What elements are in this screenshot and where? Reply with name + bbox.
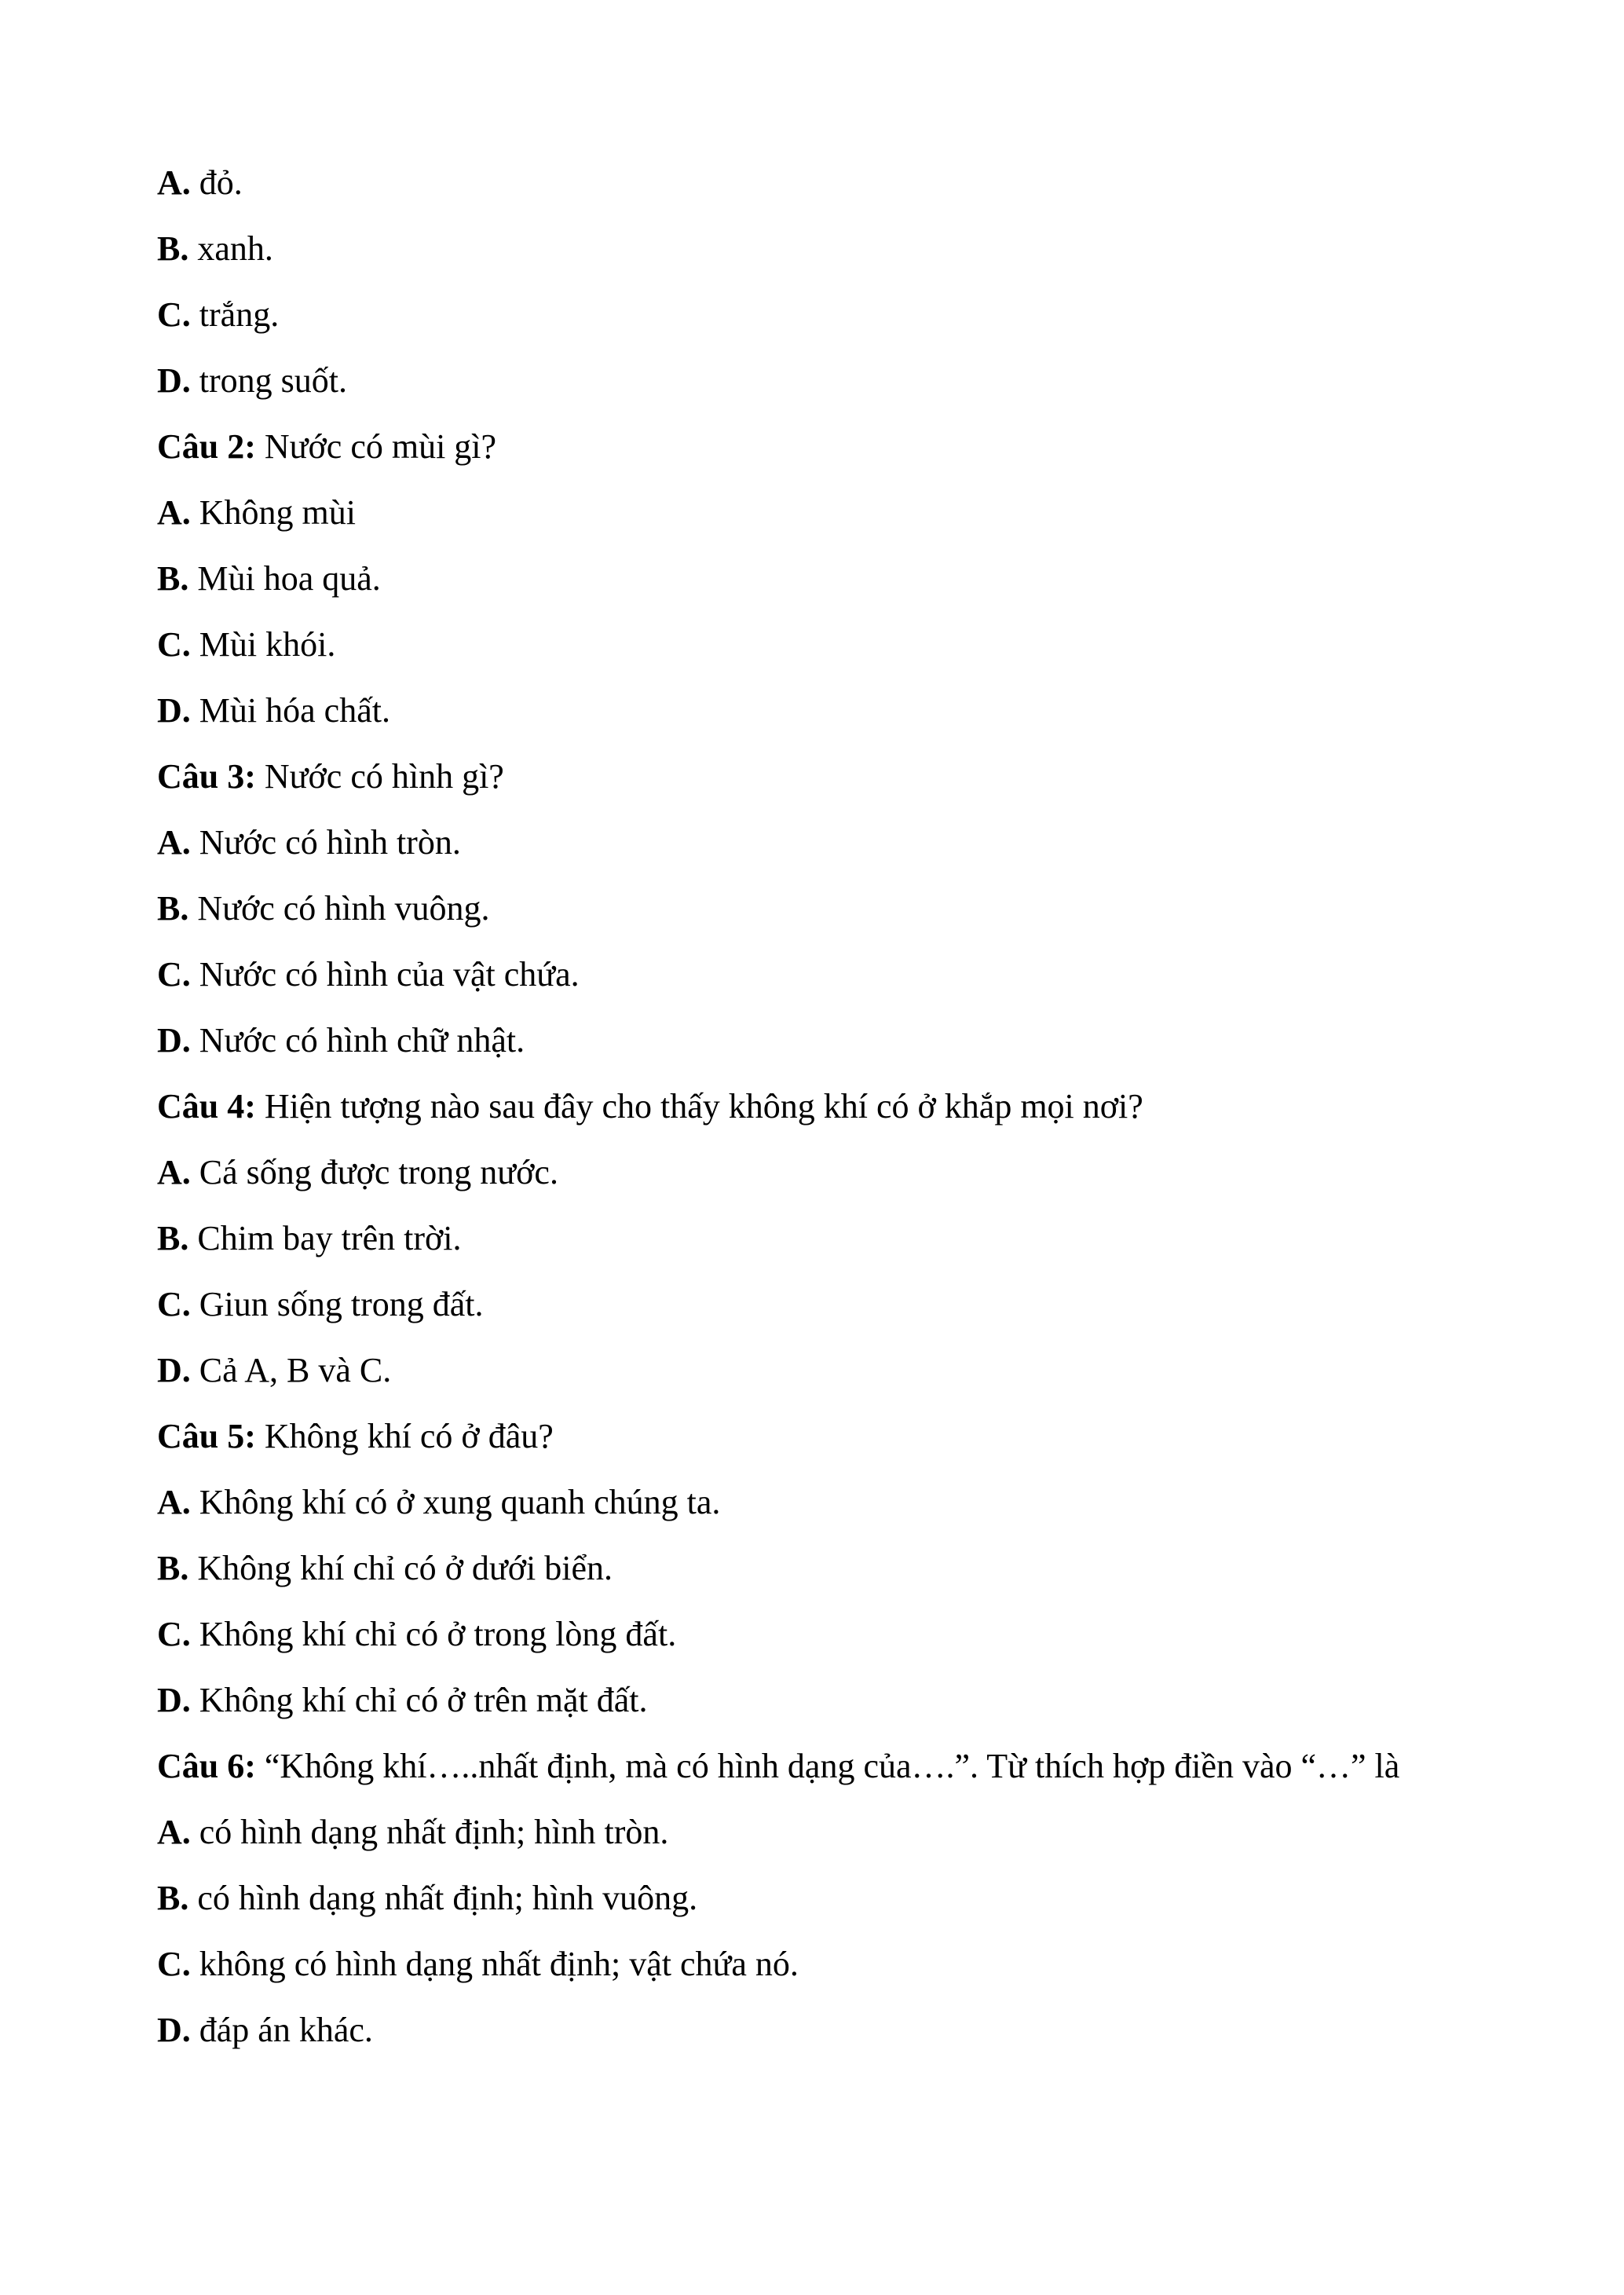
question-text: Hiện tượng nào sau đây cho thấy không khí có ở khắp mọi nơi? [255,1087,1143,1126]
option-line [157,810,1492,876]
question-label: Câu 2: [157,427,256,466]
option-text: Mùi hoa quả. [188,559,381,598]
option-text: Không khí chỉ có ở trên mặt đất. [190,1681,648,1719]
option-line [157,1865,1492,1931]
option-text: Không mùi [190,493,357,532]
question-text: “Không khí…..nhất định, mà có hình dạng của….”. Từ thích hợp điền vào “…” là [255,1747,1400,1785]
option-line [157,1667,1492,1733]
option-line [157,1535,1492,1601]
option-line [157,678,1492,744]
option-letter: C. [157,1615,191,1653]
option-letter: A. [157,823,191,862]
option-line [157,942,1492,1008]
option-text: Cả A, B và C. [190,1351,392,1389]
option-text: trắng. [190,295,280,334]
option-line [157,216,1492,282]
option-letter: C. [157,955,191,994]
document-page [157,150,1492,2063]
option-letter: C. [157,625,191,664]
option-text: Không khí có ở xung quanh chúng ta. [190,1483,721,1521]
option-letter: A. [157,163,191,202]
option-letter: A. [157,493,191,532]
question-line [157,744,1492,810]
question-line [157,1404,1492,1470]
option-letter: D. [157,361,191,400]
question-label: Câu 6: [157,1747,256,1785]
option-text: đáp án khác. [190,2011,373,2049]
option-letter: C. [157,1945,191,1983]
option-letter: C. [157,1285,191,1323]
option-line [157,1799,1492,1865]
option-text: có hình dạng nhất định; hình vuông. [188,1879,698,1917]
option-letter: A. [157,1813,191,1851]
option-text: Không khí chỉ có ở trong lòng đất. [190,1615,677,1653]
option-letter: B. [157,229,189,268]
option-text: đỏ. [190,163,243,202]
option-letter: A. [157,1153,191,1191]
option-line [157,282,1492,348]
option-line [157,1601,1492,1667]
option-line [157,480,1492,546]
option-letter: D. [157,1021,191,1060]
option-letter: B. [157,1549,189,1587]
option-letter: A. [157,1483,191,1521]
option-text: Mùi hóa chất. [190,691,390,730]
option-text: Nước có hình chữ nhật. [190,1021,525,1060]
option-line [157,1997,1492,2063]
option-line [157,1206,1492,1272]
option-line [157,1272,1492,1338]
option-line [157,150,1492,216]
question-text: Nước có mùi gì? [255,427,497,466]
question-label: Câu 5: [157,1417,256,1455]
option-text: Cá sống được trong nước. [190,1153,558,1191]
option-letter: D. [157,691,191,730]
option-letter: B. [157,1879,189,1917]
question-line [157,1733,1492,1799]
option-text: Mùi khói. [190,625,336,664]
option-line [157,546,1492,612]
option-letter: B. [157,1219,189,1257]
question-label: Câu 3: [157,757,256,796]
option-text: Nước có hình tròn. [190,823,461,862]
option-text: Nước có hình vuông. [188,889,490,928]
option-text: xanh. [188,229,273,268]
option-letter: B. [157,559,189,598]
option-letter: C. [157,295,191,334]
question-text: Không khí có ở đâu? [255,1417,554,1455]
option-line [157,1008,1492,1074]
question-line [157,414,1492,480]
question-line [157,1074,1492,1140]
option-text: có hình dạng nhất định; hình tròn. [190,1813,669,1851]
option-line [157,1338,1492,1404]
question-text: Nước có hình gì? [255,757,504,796]
option-text: không có hình dạng nhất định; vật chứa nó. [190,1945,799,1983]
option-text: Nước có hình của vật chứa. [190,955,580,994]
question-label: Câu 4: [157,1087,256,1126]
option-text: trong suốt. [190,361,348,400]
option-letter: D. [157,1681,191,1719]
option-text: Giun sống trong đất. [190,1285,484,1323]
option-letter: D. [157,1351,191,1389]
option-line [157,876,1492,942]
option-letter: D. [157,2011,191,2049]
option-line [157,1470,1492,1535]
option-line [157,1931,1492,1997]
option-line [157,612,1492,678]
option-line [157,1140,1492,1206]
option-letter: B. [157,889,189,928]
option-text: Chim bay trên trời. [188,1219,462,1257]
option-line [157,348,1492,414]
option-text: Không khí chỉ có ở dưới biển. [188,1549,613,1587]
